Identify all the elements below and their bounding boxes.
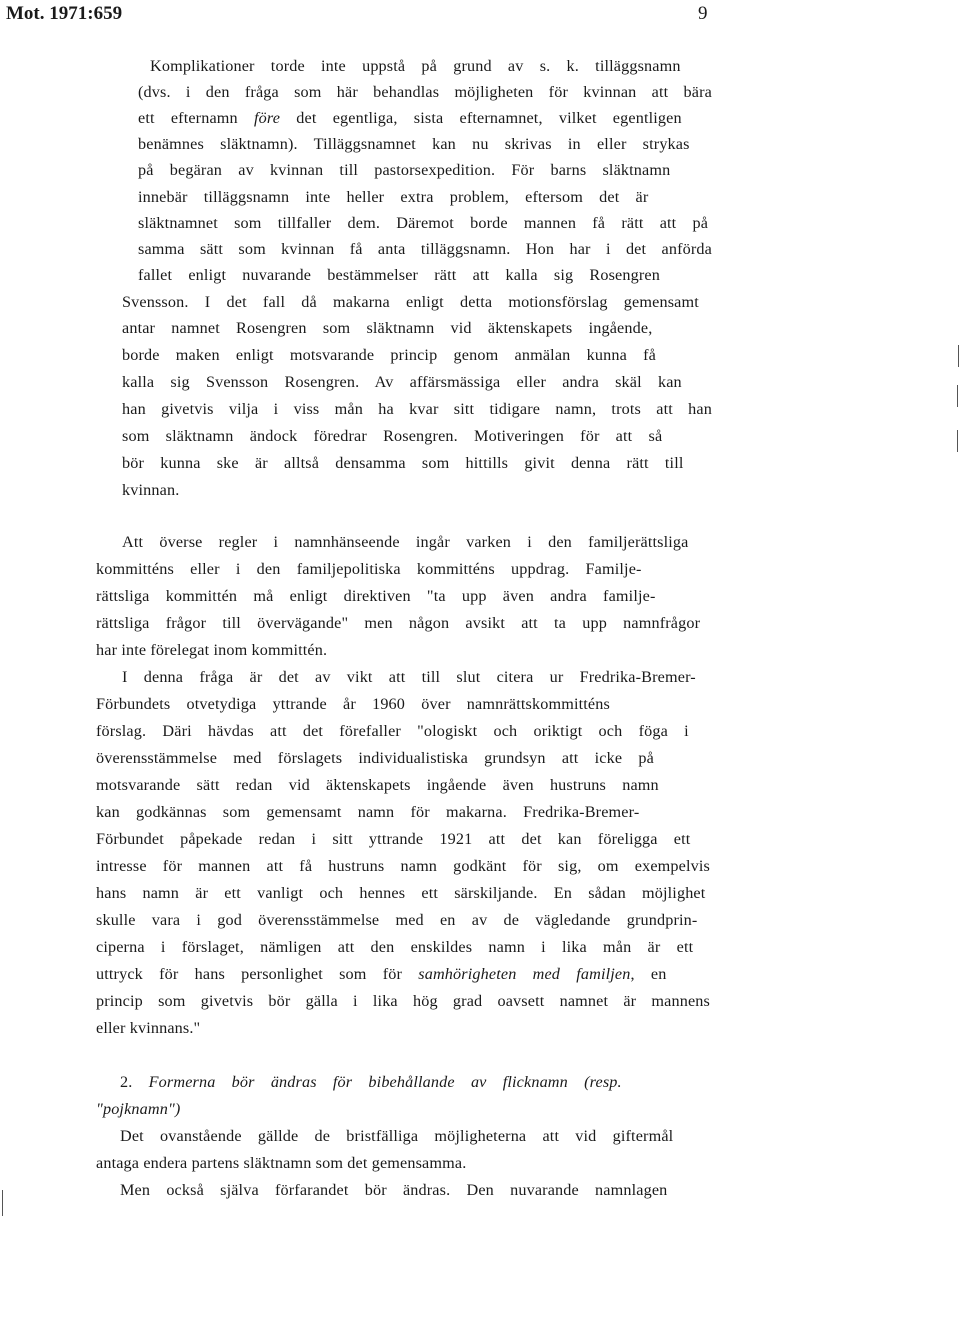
text-line: benämnes släktnamn). Tilläggsnamnet kan nu skrivas in eller strykas — [138, 135, 690, 153]
text-line: kvinnan. — [122, 481, 180, 499]
text-line: bör kunna ske är alltså densamma som hittills givit denna rätt till — [122, 454, 684, 472]
text-line: förslag. Däri hävdas att det förefaller "ologiskt och oriktigt och föga i — [96, 722, 689, 740]
text-line: kan godkännas som gemensamt namn för makarna. Fredrika-Bremer- — [96, 803, 640, 821]
text-line: antaga endera partens släktnamn som det gemensamma. — [96, 1154, 467, 1172]
text-line: Förbundet påpekade redan i sitt yttrande 1921 att det kan föreligga ett — [96, 830, 691, 848]
text-line: princip som givetvis bör gälla i lika hög grad oavsett namnet är mannens — [96, 992, 710, 1010]
text-line: skulle vara i god överensstämmelse med en av de vägledande grundprin- — [96, 911, 698, 929]
text-line: fallet enligt nuvarande bestämmelser rätt att kalla sig Rosengren — [138, 266, 660, 284]
text-line: ciperna i förslaget, nämligen att den enskildes namn i lika mån är ett — [96, 938, 694, 956]
text-line: eller kvinnans." — [96, 1019, 201, 1037]
text-line: ett efternamn före det egentliga, sista efternamnet, vilket egentligen — [138, 109, 682, 127]
margin-mark — [2, 1190, 3, 1216]
text-line: släktnamnet som tillfaller dem. Däremot borde mannen få rätt att på — [138, 214, 709, 232]
text-line: I denna fråga är det av vikt att till slut citera ur Fredrika-Bremer- — [122, 668, 696, 686]
text-line: 2. Formerna bör ändras för bibehållande av flicknamn (resp. — [120, 1073, 622, 1091]
text-line: på begäran av kvinnan till pastorsexpedition. För barns släktnamn — [138, 161, 671, 179]
text-line: Svensson. I det fall då makarna enligt detta motionsförslag gemensamt — [122, 293, 699, 311]
text-line: kalla sig Svensson Rosengren. Av affärsmässiga eller andra skäl kan — [122, 373, 682, 391]
text-line: (dvs. i den fråga som här behandlas möjligheten för kvinnan att bära — [138, 83, 712, 101]
text-line: Att överse regler i namnhänseende ingår varken i den familjerättsliga — [122, 533, 689, 551]
page-header — [0, 0, 960, 30]
text-line: har inte förelegat inom kommittén. — [96, 641, 328, 659]
text-line: kommitténs eller i den familjepolitiska kommitténs uppdrag. Familje- — [96, 560, 642, 578]
text-line: rättsliga kommittén må enligt direktiven "ta upp även andra familje- — [96, 587, 656, 605]
text-line: "pojknamn") — [96, 1100, 181, 1118]
document-reference: Mot. 1971:659 — [6, 3, 123, 24]
text-line: Men också själva förfarandet bör ändras. Den nuvarande namnlagen — [120, 1181, 668, 1199]
text-line: antar namnet Rosengren som släktnamn vid äktenskapets ingående, — [122, 319, 653, 337]
text-line: Förbundets otvetydiga yttrande år 1960 över namnrättskommitténs — [96, 695, 610, 713]
text-line: överensstämmelse med förslagets individualistiska grundsyn att icke på — [96, 749, 654, 767]
text-line: Komplikationer torde inte uppstå på grund av s. k. tilläggsnamn — [150, 57, 681, 75]
text-line: motsvarande sätt redan vid äktenskapets ingående även hustruns namn — [96, 776, 659, 794]
text-line: han givetvis vilja i viss mån ha kvar sitt tidigare namn, trots att han — [122, 400, 712, 418]
margin-mark — [957, 385, 958, 407]
margin-mark — [957, 430, 958, 452]
text-line: innebär tilläggsnamn inte heller extra problem, eftersom det är — [138, 188, 649, 206]
text-line: intresse för mannen att få hustruns namn godkänt för sig, om exempelvis — [96, 857, 710, 875]
text-line: uttryck för hans personlighet som för samhörigheten med familjen, en — [96, 965, 667, 983]
text-line: samma sätt som kvinnan få anta tilläggsnamn. Hon har i det anförda — [138, 240, 712, 258]
text-line: Det ovanstående gällde de bristfälliga möjligheterna att vid giftermål — [120, 1127, 674, 1145]
page-number: 9 — [698, 3, 708, 24]
margin-mark — [958, 345, 959, 367]
text-line: rättsliga frågor till övervägande" men någon avsikt att ta upp namnfrågor — [96, 614, 701, 632]
text-line: borde maken enligt motsvarande princip genom anmälan kunna få — [122, 346, 656, 364]
text-line: som släktnamn ändock föredrar Rosengren. Motiveringen för att så — [122, 427, 663, 445]
text-line: hans namn är ett vanligt och hennes ett särskiljande. En sådan möjlighet — [96, 884, 706, 902]
